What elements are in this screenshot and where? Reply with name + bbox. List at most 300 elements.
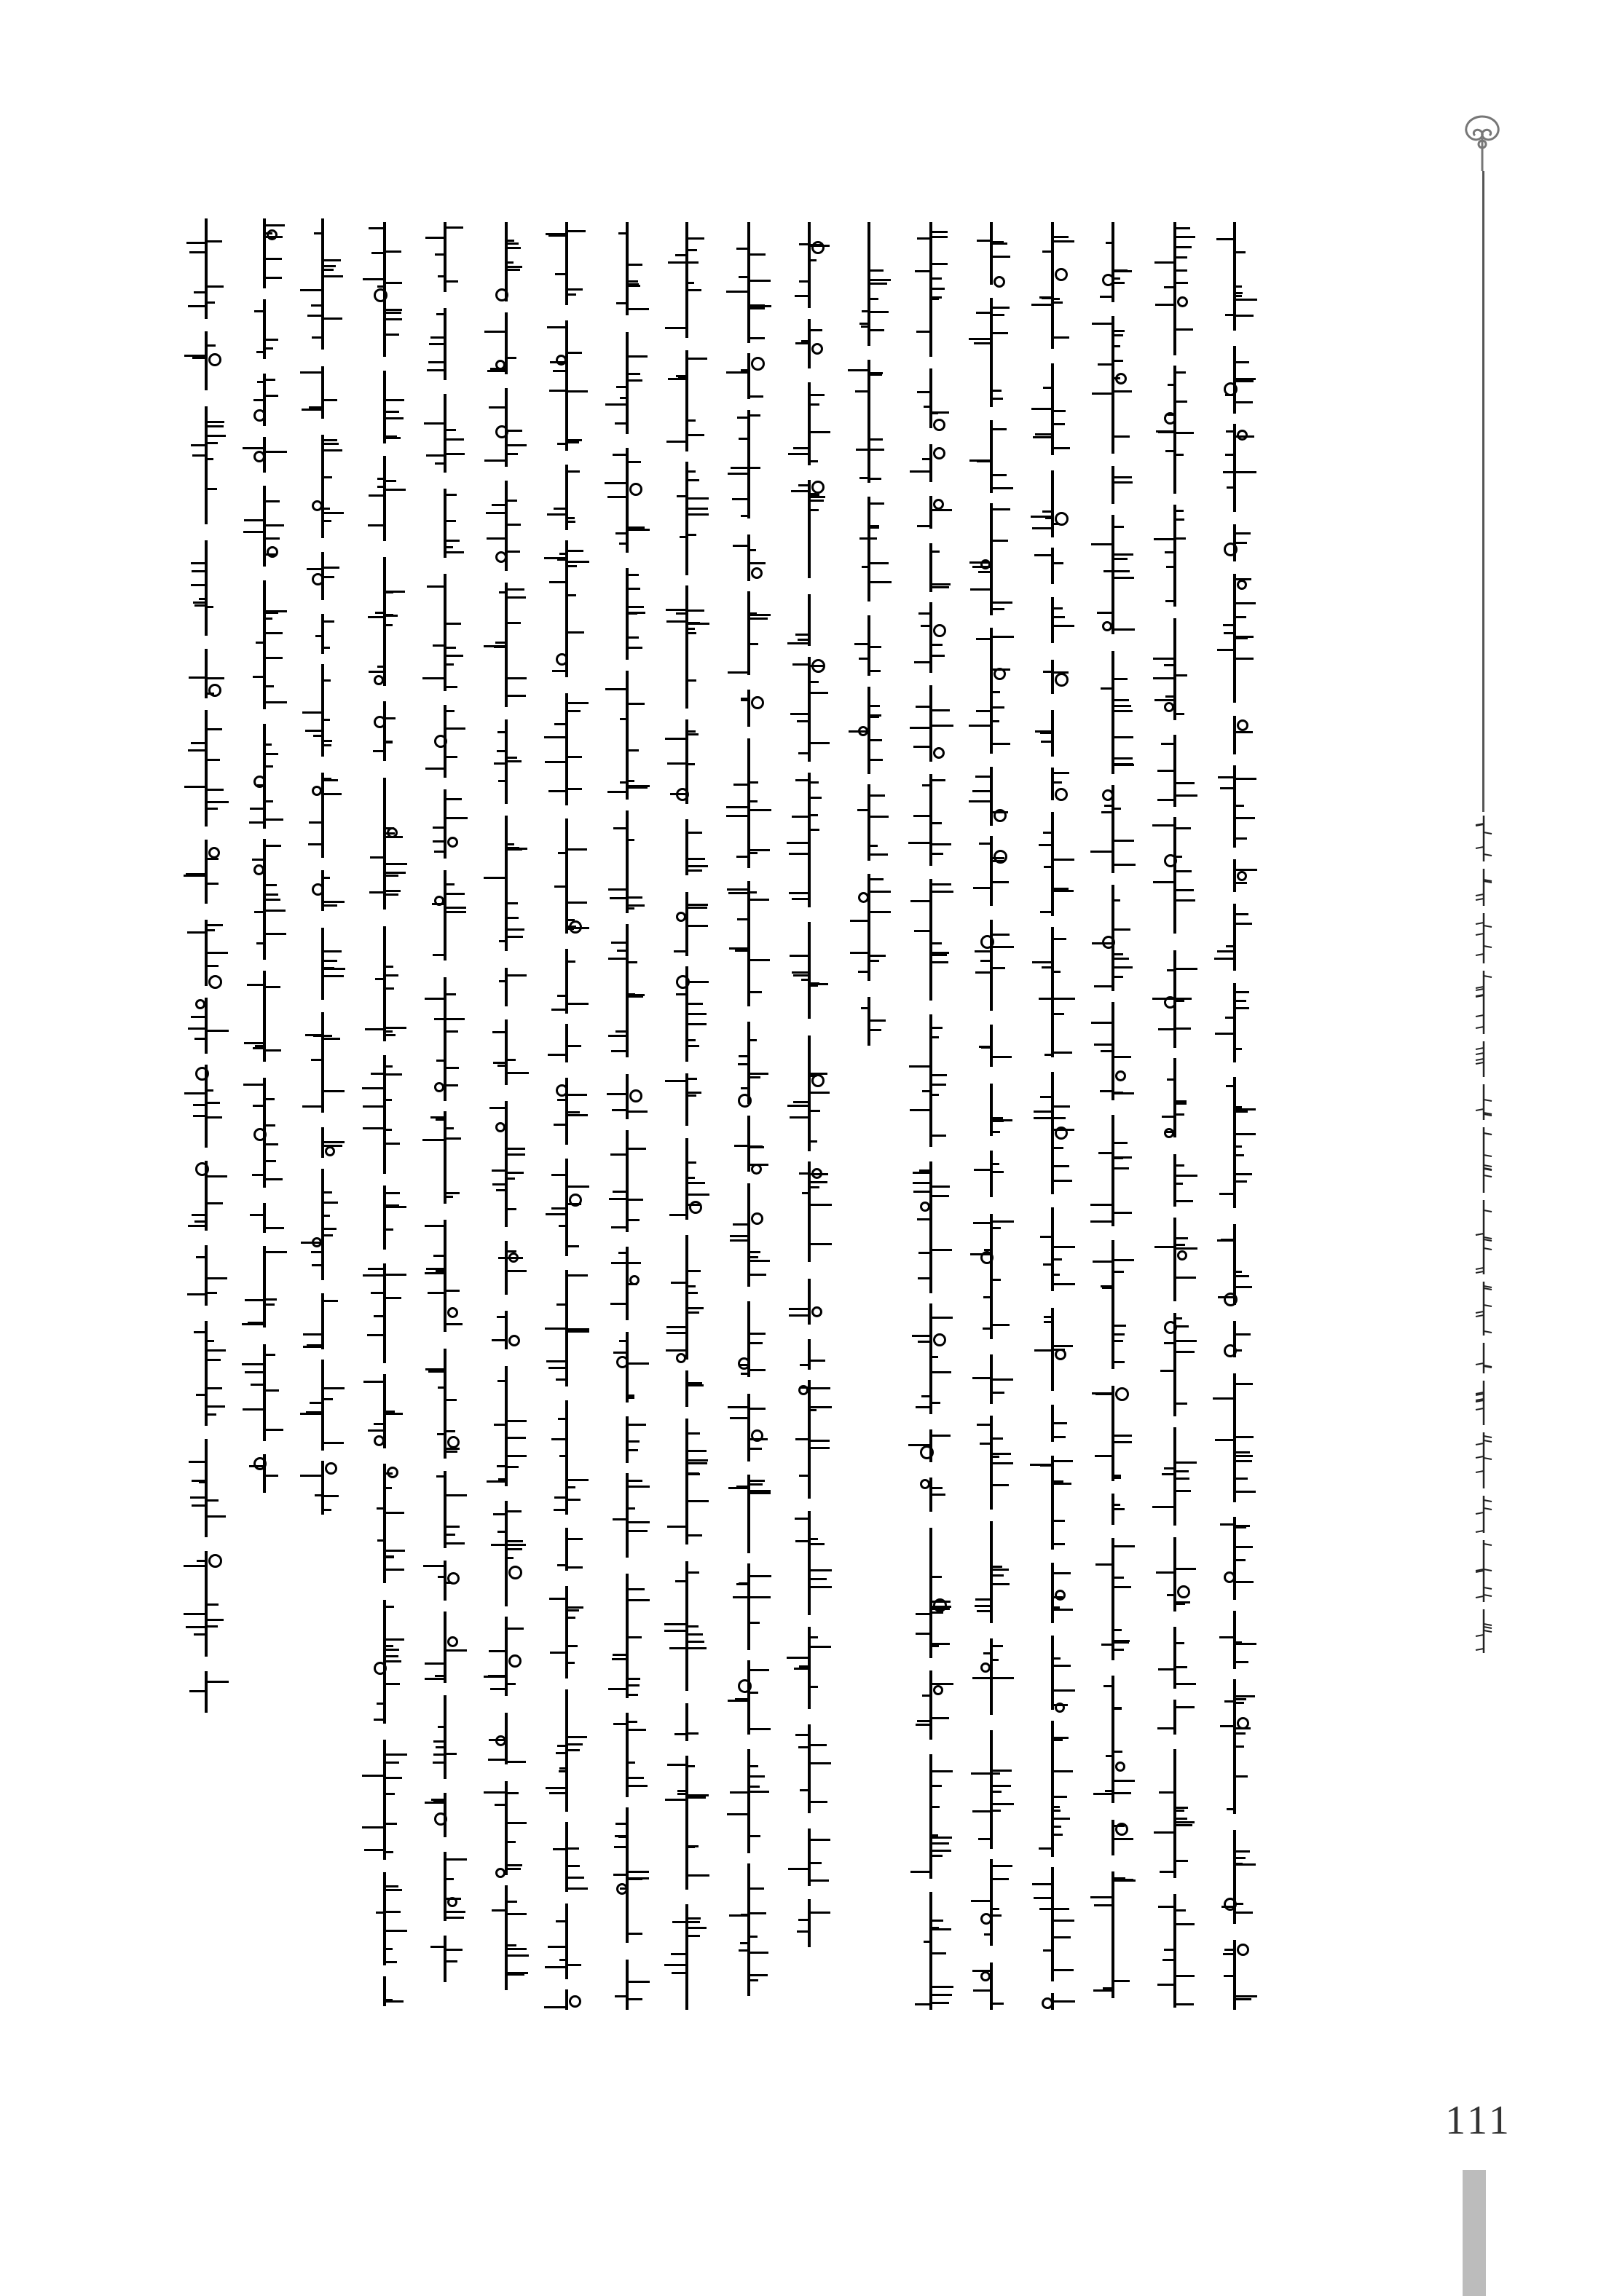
- word-glyph: [436, 308, 472, 380]
- word-glyph: [557, 949, 594, 1014]
- word-glyph: [313, 1169, 350, 1280]
- word-glyph: [677, 1703, 714, 1741]
- word-glyph: [677, 1370, 714, 1407]
- text-column: [618, 222, 654, 2010]
- word-glyph: [375, 1374, 412, 1448]
- word-glyph: [255, 218, 291, 288]
- word-glyph: [739, 1183, 776, 1287]
- word-glyph: [255, 486, 291, 567]
- word-glyph: [1225, 1224, 1262, 1305]
- word-glyph: [1043, 548, 1079, 584]
- word-glyph: [921, 685, 958, 762]
- word-glyph: [1103, 515, 1140, 634]
- word-glyph: [1225, 859, 1262, 892]
- word-glyph: [677, 719, 714, 804]
- word-glyph: [1043, 470, 1079, 537]
- word-glyph: [375, 1186, 412, 1250]
- word-glyph: [921, 444, 958, 482]
- word-glyph: [436, 1793, 472, 1837]
- word-glyph: [1103, 316, 1140, 454]
- word-glyph: [313, 664, 350, 757]
- word-glyph: [197, 920, 233, 986]
- word-glyph: [739, 534, 776, 581]
- word-glyph: [313, 1461, 350, 1515]
- word-glyph: [557, 1689, 594, 1812]
- word-glyph: [739, 738, 776, 868]
- word-glyph: [1103, 222, 1140, 302]
- word-glyph: [982, 1354, 1018, 1404]
- word-glyph: [800, 1279, 836, 1325]
- word-glyph: [1165, 1627, 1202, 1689]
- word-glyph: [982, 920, 1018, 1011]
- word-glyph: [618, 1807, 654, 1943]
- word-glyph: [1165, 1427, 1202, 1526]
- word-glyph: [677, 1561, 714, 1691]
- word-glyph: [982, 1638, 1018, 1715]
- word-glyph: [1225, 765, 1262, 848]
- word-glyph: [677, 1419, 714, 1545]
- word-glyph: [255, 971, 291, 1062]
- word-glyph: [982, 420, 1018, 493]
- word-glyph: [436, 870, 472, 960]
- word-glyph: [1103, 1820, 1140, 1855]
- word-glyph: [1043, 1563, 1079, 1623]
- word-glyph: [1103, 1676, 1140, 1803]
- word-glyph: [436, 1471, 472, 1548]
- word-glyph: [739, 1475, 776, 1553]
- word-glyph: [1165, 1537, 1202, 1611]
- word-glyph: [618, 222, 654, 315]
- word-glyph: [375, 456, 412, 541]
- word-glyph: [921, 1429, 958, 1462]
- word-glyph: [921, 602, 958, 673]
- word-glyph: [557, 222, 594, 305]
- word-glyph: [197, 1245, 233, 1306]
- text-column: [982, 222, 1018, 2010]
- word-glyph: [436, 1852, 472, 1921]
- word-glyph: [1225, 222, 1262, 331]
- word-glyph: [618, 1332, 654, 1403]
- word-glyph: [1043, 363, 1079, 455]
- word-glyph: [1165, 505, 1202, 607]
- word-glyph: [800, 773, 836, 907]
- word-glyph: [255, 437, 291, 473]
- word-glyph: [497, 222, 533, 301]
- word-glyph: [255, 374, 291, 426]
- word-glyph: [921, 1014, 958, 1147]
- word-glyph: [375, 1872, 412, 1965]
- word-glyph: [677, 1235, 714, 1360]
- word-glyph: [557, 1270, 594, 1386]
- word-glyph: [197, 840, 233, 904]
- word-glyph: [197, 1161, 233, 1231]
- word-glyph: [1043, 597, 1079, 643]
- word-glyph: [255, 1246, 291, 1328]
- word-glyph: [1103, 1386, 1140, 1481]
- word-glyph: [921, 879, 958, 1001]
- word-glyph: [313, 435, 350, 538]
- word-glyph: [1043, 1721, 1079, 1857]
- word-glyph: [618, 1130, 654, 1232]
- word-glyph: [255, 1203, 291, 1233]
- word-glyph: [1103, 1538, 1140, 1660]
- word-glyph: [982, 222, 1018, 285]
- word-glyph: [375, 371, 412, 443]
- word-glyph: [739, 1563, 776, 1650]
- word-glyph: [255, 839, 291, 960]
- text-column: [677, 222, 714, 2010]
- word-glyph: [1165, 1700, 1202, 1735]
- word-glyph: [1165, 1749, 1202, 1878]
- text-column: [497, 222, 533, 2017]
- word-glyph: [859, 784, 896, 861]
- word-glyph: [436, 1349, 472, 1459]
- word-glyph: [677, 1073, 714, 1126]
- word-glyph: [921, 1161, 958, 1293]
- word-glyph: [375, 701, 412, 761]
- word-glyph: [1103, 785, 1140, 873]
- word-glyph: [1043, 1072, 1079, 1194]
- word-glyph: [739, 1116, 776, 1172]
- word-glyph: [1103, 1871, 1140, 1998]
- word-glyph: [800, 1161, 836, 1262]
- word-glyph: [1043, 1456, 1079, 1550]
- word-glyph: [1165, 366, 1202, 494]
- word-glyph: [859, 360, 896, 483]
- word-glyph: [618, 924, 654, 1057]
- word-glyph: [677, 892, 714, 956]
- text-column: [921, 222, 958, 2010]
- word-glyph: [557, 1159, 594, 1256]
- text-column: [1225, 222, 1262, 2010]
- word-glyph: [497, 1311, 533, 1349]
- word-glyph: [1225, 1679, 1262, 1814]
- word-glyph: [375, 1464, 412, 1583]
- word-glyph: [800, 319, 836, 368]
- word-glyph: [982, 298, 1018, 407]
- word-glyph: [921, 1754, 958, 1879]
- word-glyph: [1103, 466, 1140, 504]
- text-column: [1103, 222, 1140, 2010]
- word-glyph: [375, 1055, 412, 1174]
- word-glyph: [800, 1339, 836, 1370]
- word-glyph: [557, 1989, 594, 2010]
- word-glyph: [1165, 1313, 1202, 1416]
- word-glyph: [497, 968, 533, 1006]
- word-glyph: [375, 1600, 412, 1724]
- word-glyph: [677, 350, 714, 451]
- word-glyph: [800, 1035, 836, 1151]
- word-glyph: [1165, 950, 1202, 1048]
- text-column: [1165, 222, 1202, 2010]
- word-glyph: [1103, 1115, 1140, 1226]
- word-glyph: [921, 1478, 958, 1512]
- word-glyph: [255, 1454, 291, 1493]
- word-glyph: [497, 583, 533, 707]
- word-glyph: [982, 628, 1018, 754]
- word-glyph: [557, 693, 594, 805]
- word-glyph: [982, 1151, 1018, 1197]
- text-column: [557, 222, 594, 2010]
- word-glyph: [859, 874, 896, 981]
- word-glyph: [1043, 660, 1079, 694]
- word-glyph: [921, 496, 958, 529]
- word-glyph: [677, 819, 714, 875]
- word-glyph: [1225, 1077, 1262, 1208]
- word-glyph: [497, 388, 533, 467]
- text-column: [313, 218, 350, 1515]
- word-glyph: [497, 1241, 533, 1295]
- word-glyph: [618, 1416, 654, 1463]
- word-glyph: [497, 481, 533, 571]
- word-glyph: [800, 222, 836, 308]
- word-glyph: [1103, 651, 1140, 774]
- word-glyph: [1225, 1321, 1262, 1357]
- word-glyph: [859, 615, 896, 676]
- word-glyph: [1043, 1636, 1079, 1710]
- word-glyph: [1165, 1058, 1202, 1137]
- word-glyph: [313, 928, 350, 1000]
- word-glyph: [1165, 1154, 1202, 1207]
- word-glyph: [1225, 904, 1262, 971]
- text-column: [255, 218, 291, 1507]
- word-glyph: [1103, 1240, 1140, 1369]
- word-glyph: [982, 1416, 1018, 1510]
- word-glyph: [197, 406, 233, 524]
- word-glyph: [313, 1012, 350, 1113]
- word-glyph: [497, 719, 533, 804]
- word-glyph: [375, 222, 412, 357]
- word-glyph: [859, 222, 896, 346]
- word-glyph: [436, 1936, 472, 1982]
- word-glyph: [436, 705, 472, 778]
- running-header: [1471, 816, 1496, 1653]
- word-glyph: [436, 489, 472, 558]
- word-glyph: [313, 614, 350, 654]
- word-glyph: [436, 1561, 472, 1601]
- word-glyph: [982, 1730, 1018, 1849]
- word-glyph: [313, 1293, 350, 1349]
- word-glyph: [197, 1065, 233, 1148]
- word-glyph: [800, 480, 836, 578]
- word-glyph: [800, 1627, 836, 1709]
- word-glyph: [557, 818, 594, 934]
- word-glyph: [982, 1214, 1018, 1339]
- word-glyph: [1225, 1517, 1262, 1600]
- word-glyph: [197, 1321, 233, 1426]
- word-glyph: [557, 1078, 594, 1145]
- word-glyph: [677, 966, 714, 1062]
- word-glyph: [739, 1301, 776, 1377]
- word-glyph: [375, 1263, 412, 1363]
- word-glyph: [921, 1670, 958, 1740]
- scroll-ornament-icon: [1446, 109, 1519, 175]
- word-glyph: [618, 448, 654, 553]
- word-glyph: [497, 1713, 533, 1764]
- word-glyph: [197, 218, 233, 319]
- word-glyph: [255, 299, 291, 359]
- word-glyph: [1165, 222, 1202, 355]
- text-column: [436, 222, 472, 2006]
- word-glyph: [497, 1366, 533, 1486]
- word-glyph: [677, 1904, 714, 2010]
- word-glyph: [1043, 710, 1079, 757]
- word-glyph: [557, 1528, 594, 1571]
- word-glyph: [982, 1084, 1018, 1136]
- word-glyph: [557, 1586, 594, 1678]
- word-glyph: [497, 1501, 533, 1606]
- word-glyph: [557, 1904, 594, 1979]
- page-number: 111: [1445, 2098, 1512, 2143]
- word-glyph: [375, 557, 412, 686]
- word-glyph: [557, 1400, 594, 1515]
- word-glyph: [1043, 1405, 1079, 1442]
- word-glyph: [921, 1892, 958, 2010]
- word-glyph: [255, 580, 291, 709]
- word-glyph: [313, 218, 350, 350]
- word-glyph: [982, 503, 1018, 615]
- word-glyph: [313, 552, 350, 600]
- text-column: [859, 222, 896, 1056]
- word-glyph: [921, 1303, 958, 1414]
- word-glyph: [618, 1574, 654, 1698]
- word-glyph: [921, 543, 958, 592]
- word-glyph: [313, 366, 350, 419]
- text-column: [1043, 222, 1079, 2010]
- word-glyph: [436, 789, 472, 859]
- word-glyph: [1225, 346, 1262, 414]
- word-glyph: [739, 1749, 776, 1853]
- word-glyph: [677, 462, 714, 575]
- header-rule: [1482, 171, 1484, 812]
- word-glyph: [800, 1724, 836, 1813]
- word-glyph: [1165, 618, 1202, 720]
- word-glyph: [557, 1024, 594, 1062]
- text-column: [375, 222, 412, 2006]
- word-glyph: [739, 1863, 776, 1996]
- word-glyph: [436, 574, 472, 691]
- word-glyph: [436, 977, 472, 1101]
- word-glyph: [618, 568, 654, 660]
- running-header-glyphs: [1471, 816, 1496, 1653]
- word-glyph: [497, 816, 533, 951]
- word-glyph: [677, 222, 714, 338]
- word-glyph: [1225, 574, 1262, 703]
- word-glyph: [1225, 983, 1262, 1062]
- word-glyph: [1165, 1218, 1202, 1301]
- word-glyph: [921, 222, 958, 357]
- word-glyph: [1225, 1373, 1262, 1502]
- word-glyph: [1225, 424, 1262, 512]
- word-glyph: [1043, 1308, 1079, 1391]
- word-glyph: [739, 1660, 776, 1735]
- word-glyph: [677, 1138, 714, 1220]
- word-glyph: [859, 997, 896, 1046]
- word-glyph: [1225, 524, 1262, 561]
- word-glyph: [197, 540, 233, 636]
- word-glyph: [618, 810, 654, 913]
- word-glyph: [921, 774, 958, 866]
- word-glyph: [497, 1019, 533, 1085]
- word-glyph: [739, 353, 776, 399]
- word-glyph: [436, 222, 472, 292]
- word-glyph: [497, 1617, 533, 1696]
- word-glyph: [618, 1960, 654, 2010]
- word-glyph: [375, 1740, 412, 1860]
- word-glyph: [197, 1439, 233, 1537]
- word-glyph: [800, 1899, 836, 1947]
- word-glyph: [1165, 735, 1202, 807]
- word-glyph: [313, 773, 350, 858]
- word-glyph: [739, 1394, 776, 1461]
- word-glyph: [800, 382, 836, 465]
- word-glyph: [1225, 716, 1262, 754]
- word-glyph: [921, 1528, 958, 1658]
- word-glyph: [197, 1551, 233, 1657]
- word-glyph: [618, 1074, 654, 1119]
- word-glyph: [375, 926, 412, 1041]
- word-glyph: [497, 1101, 533, 1227]
- word-glyph: [739, 591, 776, 675]
- word-glyph: [255, 724, 291, 829]
- word-glyph: [800, 594, 836, 646]
- word-glyph: [497, 1885, 533, 1990]
- word-glyph: [557, 1822, 594, 1892]
- word-glyph: [1043, 927, 1079, 1057]
- word-glyph: [982, 1025, 1018, 1067]
- word-glyph: [982, 1859, 1018, 1946]
- word-glyph: [982, 1521, 1018, 1623]
- text-column: [197, 218, 233, 1733]
- word-glyph: [739, 1022, 776, 1104]
- word-glyph: [557, 465, 594, 530]
- word-glyph: [255, 1344, 291, 1441]
- word-glyph: [197, 1671, 233, 1713]
- word-glyph: [982, 1962, 1018, 2010]
- word-glyph: [800, 1380, 836, 1499]
- word-glyph: [1225, 1940, 1262, 2010]
- word-glyph: [618, 332, 654, 434]
- word-glyph: [557, 320, 594, 451]
- word-glyph: [800, 922, 836, 1019]
- word-glyph: [859, 497, 896, 601]
- word-glyph: [436, 394, 472, 473]
- word-glyph: [618, 1247, 654, 1320]
- word-glyph: [436, 1695, 472, 1779]
- word-glyph: [255, 1078, 291, 1188]
- word-glyph: [1043, 222, 1079, 349]
- word-glyph: [982, 836, 1018, 906]
- word-glyph: [197, 649, 233, 698]
- word-glyph: [739, 222, 776, 343]
- word-glyph: [197, 710, 233, 827]
- word-glyph: [1103, 1494, 1140, 1525]
- word-glyph: [313, 870, 350, 911]
- word-glyph: [497, 1781, 533, 1875]
- word-glyph: [739, 881, 776, 1006]
- word-glyph: [677, 1756, 714, 1890]
- word-glyph: [982, 767, 1018, 826]
- word-glyph: [800, 657, 836, 762]
- word-glyph: [1043, 1867, 1079, 1981]
- word-glyph: [436, 1111, 472, 1204]
- word-glyph: [313, 1360, 350, 1451]
- word-glyph: [1043, 812, 1079, 916]
- page-edge-tab: [1463, 2170, 1486, 2296]
- word-glyph: [739, 690, 776, 727]
- word-glyph: [618, 1473, 654, 1558]
- text-column: [739, 222, 776, 2010]
